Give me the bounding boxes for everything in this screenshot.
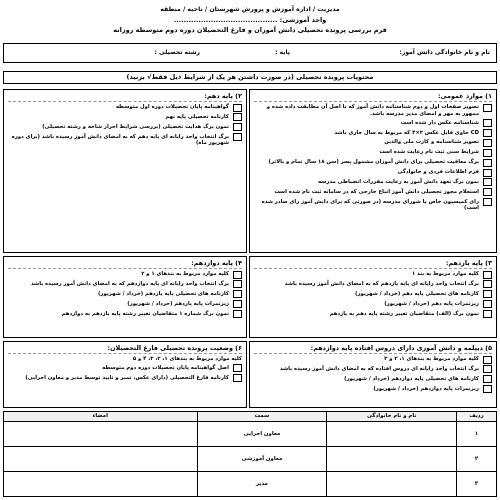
- signature-cell[interactable]: [4, 422, 198, 447]
- section-title: ۲) پایه دهم:: [8, 92, 242, 102]
- checklist-item: نمون برگ هدایت تحصیلی (بررسی شرایط احراز شاخه و رشته تحصیلی): [8, 124, 242, 132]
- checkbox[interactable]: [483, 139, 492, 147]
- section-title: ۳) پایه یازدهم:: [254, 259, 492, 269]
- column-header-full-name: نام و نام خانوادگی: [327, 412, 457, 422]
- checkbox[interactable]: [483, 271, 492, 279]
- checkbox[interactable]: [483, 365, 492, 373]
- section-title: ۵) دیپلمه و دانش آموزی دارای دروس افتاده پایه دوازدهم:: [254, 344, 492, 354]
- section-title: ۶) وضعیت پرونده تحصیلی فارغ التحصیلان:: [8, 344, 242, 354]
- signature-table: [3, 411, 497, 497]
- checkbox[interactable]: [233, 104, 242, 112]
- checkbox[interactable]: [483, 129, 492, 137]
- checkbox[interactable]: [483, 198, 492, 206]
- checklist-item: نمون برگ تعهد دانش آموز به رعایت مقررات انضباطی مدرسه: [254, 179, 492, 187]
- checklist-item: شرایط سنی ثبت نام رعایت شده است: [254, 149, 492, 157]
- checkbox[interactable]: [233, 374, 242, 382]
- checkbox[interactable]: [233, 364, 242, 372]
- checklist-item: ریزنمرات پایه دهم (خرداد / شهریور): [254, 301, 492, 309]
- section-title: ۴) پایه دوازدهم:: [8, 259, 242, 269]
- column-header-position: سمت: [197, 412, 327, 422]
- checklist-item: کلیه موارد مربوط به بندهای ۱، ۲ و ۳: [254, 356, 492, 364]
- field-of-study-field[interactable]: رشته تحصیلی :: [154, 49, 200, 57]
- checkbox[interactable]: [483, 149, 492, 157]
- checkbox[interactable]: [483, 119, 492, 127]
- checkbox[interactable]: [233, 290, 242, 298]
- table-header-row: [4, 412, 497, 422]
- checkbox[interactable]: [483, 375, 492, 383]
- signature-cell[interactable]: [4, 472, 198, 497]
- checkbox[interactable]: [483, 188, 492, 196]
- checkbox[interactable]: [483, 159, 492, 167]
- checklist-item: نمون برگ شماره ۱ متقاضیان تغییر رشته پایه یازدهم به دوازدهم: [8, 311, 242, 319]
- signature-cell[interactable]: [4, 447, 198, 472]
- column-header-row-number: ردیف: [457, 412, 497, 422]
- checkbox[interactable]: [483, 385, 492, 393]
- checklist-item: کارنامه فارغ التحصیلی (دارای عکس، تمبر و تایید توسط مدیر و معاون اجرایی): [8, 375, 242, 383]
- table-row: [4, 447, 497, 472]
- checklist-item: رای کمیسیون خاص یا شورای مدرسه (در صورتی که برای دانش آموز رای صادر شده است): [254, 199, 492, 212]
- checkbox[interactable]: [233, 271, 242, 279]
- checkbox[interactable]: [233, 310, 242, 318]
- checklist-item: برگ انتخاب واحد رایانه ای پایه دهم که به امضای دانش آموز رسیده باشد (برای دوره شهریور ماه): [8, 134, 242, 147]
- form-page: [3, 3, 497, 497]
- table-row: [4, 472, 497, 497]
- checkbox[interactable]: [483, 178, 492, 186]
- checkbox[interactable]: [233, 133, 242, 141]
- position-cell: معاون آموزشی: [197, 447, 327, 472]
- checkbox[interactable]: [233, 113, 242, 121]
- header-line-2: واحد آموزشی: ..........................................: [173, 16, 327, 24]
- checklist-item: کارنامه تحصیلی پایه نهم: [8, 114, 242, 122]
- checklist-item: CD حاوی فایل عکس ۳×۴ که مربوط به سال جاری باشد: [254, 130, 492, 138]
- header-line-3: فرم بررسی پرونده تحصیلی دانش آموزان و فارغ التحصیلان دوره دوم متوسطه روزانه: [113, 26, 387, 34]
- form-header: [3, 3, 497, 35]
- checkbox[interactable]: [233, 300, 242, 308]
- checklist-item: استعلام مجوز تحصیلی دانش آموز اتباع خارجی که در سامانه ثبت نام شده است: [254, 189, 492, 197]
- grade-field[interactable]: پایه :: [275, 49, 290, 57]
- table-row: [4, 422, 497, 447]
- checkbox[interactable]: [483, 310, 492, 318]
- section-grade-12: [3, 256, 247, 338]
- checkbox[interactable]: [483, 356, 492, 364]
- checkbox[interactable]: [483, 290, 492, 298]
- checkbox[interactable]: [483, 169, 492, 177]
- checklist-item: شناسنامه عکس دار شده است: [254, 120, 492, 128]
- checklist-item: نمون برگ (الف) متقاضیان تغییر رشته پایه دهم به یازدهم: [254, 311, 492, 319]
- section-graduates: [3, 341, 247, 408]
- checklist-item: کلیه موارد مربوط به بند ۱: [254, 271, 492, 279]
- full-name-cell[interactable]: [327, 472, 457, 497]
- checklist-item: کارنامه های تحصیلی پایه یازدهم (خرداد / شهریور): [8, 291, 242, 299]
- checkbox[interactable]: [233, 123, 242, 131]
- column-header-signature: امضاء: [4, 412, 198, 422]
- checklist-item: تصویر شناسنامه و کارت ملی والدین: [254, 139, 492, 147]
- checklist-item: برگ انتخاب واحد رایانه ای پایه یازدهم که به امضای دانش آموز رسیده باشد: [254, 281, 492, 289]
- checklist-item: برگ انتخاب واحد رایانه ای دروس افتاده که به امضای دانش آموز رسیده باشد: [254, 366, 492, 374]
- checkbox[interactable]: [483, 280, 492, 288]
- row-number: ۱: [457, 422, 497, 447]
- checklist-item: کلیه موارد مربوط به بندهای ۱ و ۲: [8, 271, 242, 279]
- checklist-item: فرم اطلاعات فردی و خانوادگی: [254, 169, 492, 177]
- checklist-item: اصل گواهینامه پایان تحصیلات دوره دوم متوسطه: [8, 365, 242, 373]
- checklist-item: تصویر صفحات اول و دوم شناسنامه دانش آموز که با اصل آن مطابقت داده شده و ممهور به مهر و امضای مدیر مدرسه باشد.: [254, 104, 492, 117]
- checklist-item: کارنامه های تحصیلی پایه دوازدهم (خرداد / شهریور): [254, 376, 492, 384]
- student-name-field[interactable]: نام و نام خانوادگی دانش آموز:: [399, 49, 490, 57]
- checklist-item: ریزنمرات پایه یازدهم (خرداد / شهریور): [8, 301, 242, 309]
- checklist-item: گواهینامه پایان تحصیلات دوره اول متوسطه: [8, 104, 242, 112]
- header-line-1: مدیریت / اداره آموزش و پرورش شهرستان / ناحیه / منطقه: [160, 6, 340, 13]
- section-failed-courses: [249, 341, 497, 408]
- row-number: ۲: [457, 447, 497, 472]
- position-cell: معاون اجرایی: [197, 422, 327, 447]
- row-number: ۳: [457, 472, 497, 497]
- section-grade-11: [249, 256, 497, 338]
- checkbox[interactable]: [233, 280, 242, 288]
- full-name-cell[interactable]: [327, 422, 457, 447]
- student-info-row: [3, 43, 497, 63]
- checkbox[interactable]: [483, 104, 492, 112]
- checklist-item: کارنامه های تحصیلی پایه دهم (خرداد / شهریور): [254, 291, 492, 299]
- graduates-intro: کلیه موارد مربوط به بندهای ۱، ۲، ۳، ۴ و ۵: [132, 356, 242, 362]
- section-general: [249, 89, 497, 253]
- checklist-item: ریزنمرات پایه دوازدهم (خرداد / شهریور): [254, 386, 492, 394]
- checkbox[interactable]: [483, 300, 492, 308]
- full-name-cell[interactable]: [327, 447, 457, 472]
- position-cell: مدیر: [197, 472, 327, 497]
- checklist-item: برگ انتخاب واحد رایانه ای پایه دوازدهم که به امضای دانش آموز رسیده باشد: [8, 281, 242, 289]
- section-title: ۱) موارد عمومی:: [254, 92, 492, 102]
- checklist-item: برگ معافیت تحصیلی برای دانش آموزان مشمول پسر (سن ۱۸ سال تمام و بالاتر): [254, 159, 492, 167]
- contents-subtitle: محتویات پرونده تحصیلی (در صورت داشتن هر یک از شرایط ذیل فقط√ بزنید): [3, 71, 497, 84]
- section-grade-10: [3, 89, 247, 253]
